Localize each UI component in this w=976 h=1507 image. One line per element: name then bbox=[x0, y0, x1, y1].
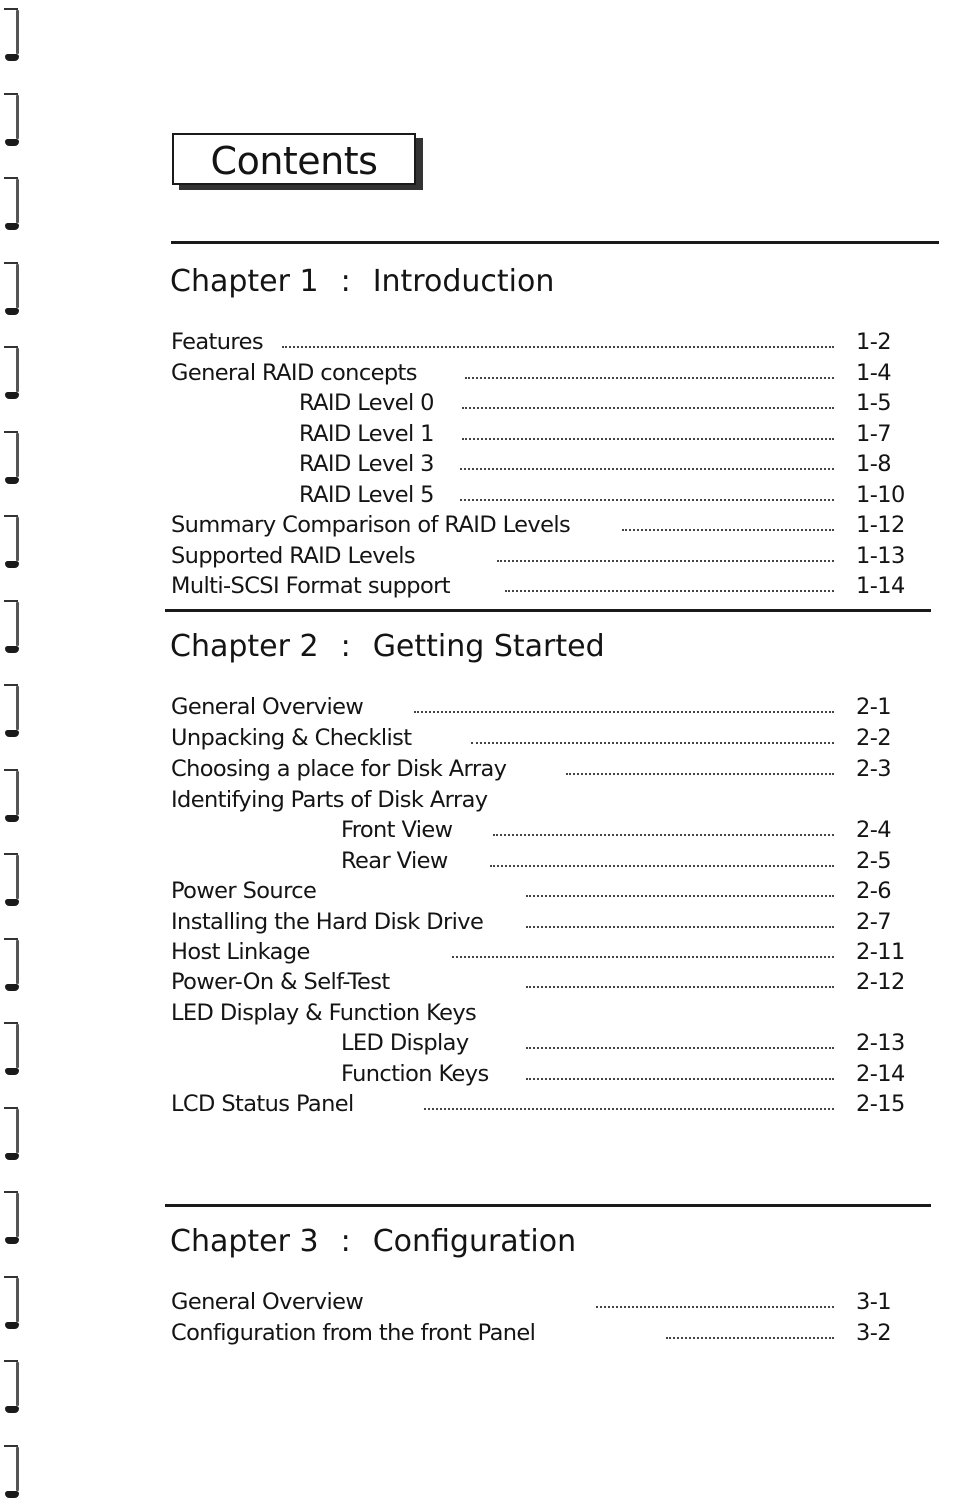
toc-entry-label: Function Keys bbox=[341, 1061, 489, 1087]
dot-leader bbox=[526, 1078, 834, 1080]
toc-entry-label: Front View bbox=[341, 817, 453, 843]
toc-entry-page: 2-2 bbox=[856, 725, 891, 751]
toc-entry[interactable] bbox=[0, 358, 976, 388]
toc-entry-page: 2-3 bbox=[856, 756, 891, 782]
dot-leader bbox=[526, 895, 834, 897]
binding-ring bbox=[2, 600, 22, 662]
toc-entry-label: Summary Comparison of RAID Levels bbox=[171, 512, 571, 538]
toc-entry[interactable] bbox=[0, 785, 976, 815]
toc-entry[interactable] bbox=[0, 907, 976, 937]
toc-entry[interactable] bbox=[0, 967, 976, 997]
chapter-title: Getting Started bbox=[372, 629, 605, 664]
dot-leader bbox=[497, 560, 834, 562]
dot-leader bbox=[596, 1306, 834, 1308]
chapter-2-heading bbox=[170, 629, 605, 665]
toc-entry[interactable] bbox=[0, 571, 976, 601]
toc-entry[interactable] bbox=[0, 1028, 976, 1058]
binding-ring bbox=[2, 93, 22, 155]
toc-entry-page: 1-5 bbox=[856, 390, 891, 416]
toc-entry-page: 3-1 bbox=[856, 1289, 891, 1315]
toc-entry-page: 2-12 bbox=[856, 969, 905, 995]
chapter-divider bbox=[171, 241, 939, 244]
toc-entry-label: General Overview bbox=[171, 694, 364, 720]
dot-leader bbox=[452, 956, 834, 958]
chapter-colon: : bbox=[340, 264, 351, 299]
toc-entry-label: Installing the Hard Disk Drive bbox=[171, 909, 484, 935]
chapter-1-heading bbox=[170, 264, 554, 300]
toc-entry[interactable] bbox=[0, 541, 976, 571]
toc-entry-label: LED Display bbox=[341, 1030, 469, 1056]
chapter-3-heading bbox=[170, 1224, 576, 1260]
dot-leader bbox=[460, 468, 834, 470]
toc-entry-label: Identifying Parts of Disk Array bbox=[171, 787, 488, 813]
dot-leader bbox=[471, 742, 834, 744]
chapter-label: Chapter 3 bbox=[170, 1224, 319, 1259]
toc-entry-page: 2-6 bbox=[856, 878, 891, 904]
toc-entry[interactable] bbox=[0, 1059, 976, 1089]
dot-leader bbox=[666, 1337, 834, 1339]
dot-leader bbox=[526, 926, 834, 928]
toc-entry[interactable] bbox=[0, 1318, 976, 1348]
toc-entry-label: Choosing a place for Disk Array bbox=[171, 756, 507, 782]
toc-entry[interactable] bbox=[0, 1089, 976, 1119]
dot-leader bbox=[282, 346, 834, 348]
toc-entry-label: Power-On & Self-Test bbox=[171, 969, 390, 995]
toc-entry-label: General Overview bbox=[171, 1289, 364, 1315]
toc-entry[interactable] bbox=[0, 510, 976, 540]
toc-entry[interactable] bbox=[0, 1287, 976, 1317]
toc-entry-page: 1-4 bbox=[856, 360, 891, 386]
dot-leader bbox=[465, 377, 834, 379]
chapter-colon: : bbox=[340, 629, 351, 664]
toc-entry-page: 2-15 bbox=[856, 1091, 905, 1117]
binding-ring bbox=[2, 1445, 22, 1507]
toc-entry-label: Multi-SCSI Format support bbox=[171, 573, 451, 599]
toc-entry[interactable] bbox=[0, 815, 976, 845]
toc-entry-page: 2-5 bbox=[856, 848, 891, 874]
dot-leader bbox=[622, 529, 834, 531]
binding-ring bbox=[2, 1191, 22, 1253]
dot-leader bbox=[462, 438, 834, 440]
toc-entry-label: RAID Level 0 bbox=[299, 390, 434, 416]
dot-leader bbox=[505, 590, 834, 592]
toc-entry-page: 1-14 bbox=[856, 573, 905, 599]
toc-entry[interactable] bbox=[0, 998, 976, 1028]
dot-leader bbox=[462, 407, 834, 409]
dot-leader bbox=[460, 499, 834, 501]
dot-leader bbox=[414, 711, 834, 713]
dot-leader bbox=[526, 1047, 834, 1049]
toc-entry-label: Power Source bbox=[171, 878, 317, 904]
toc-entry[interactable] bbox=[0, 723, 976, 753]
toc-entry-page: 2-7 bbox=[856, 909, 891, 935]
dot-leader bbox=[424, 1108, 834, 1110]
toc-entry-page: 2-14 bbox=[856, 1061, 905, 1087]
chapter-label: Chapter 1 bbox=[170, 264, 319, 299]
toc-entry[interactable] bbox=[0, 327, 976, 357]
toc-entry-page: 3-2 bbox=[856, 1320, 891, 1346]
toc-entry-page: 1-8 bbox=[856, 451, 891, 477]
chapter-title: Introduction bbox=[372, 264, 555, 299]
toc-entry-label: Configuration from the front Panel bbox=[171, 1320, 536, 1346]
dot-leader bbox=[493, 834, 834, 836]
toc-entry-page: 2-13 bbox=[856, 1030, 905, 1056]
toc-entry-page: 1-2 bbox=[856, 329, 891, 355]
toc-entry[interactable] bbox=[0, 754, 976, 784]
toc-entry-label: LCD Status Panel bbox=[171, 1091, 354, 1117]
toc-entry-page: 2-11 bbox=[856, 939, 905, 965]
toc-entry[interactable] bbox=[0, 692, 976, 722]
chapter-divider bbox=[165, 609, 931, 612]
toc-entry-page: 2-1 bbox=[856, 694, 891, 720]
chapter-label: Chapter 2 bbox=[170, 629, 319, 664]
toc-entry-label: Unpacking & Checklist bbox=[171, 725, 412, 751]
toc-entry-page: 2-4 bbox=[856, 817, 891, 843]
binding-ring bbox=[2, 262, 22, 324]
chapter-colon: : bbox=[340, 1224, 351, 1259]
toc-entry[interactable] bbox=[0, 388, 976, 418]
page-title: Contents bbox=[210, 139, 378, 183]
toc-entry-label: RAID Level 3 bbox=[299, 451, 434, 477]
chapter-title: Configuration bbox=[372, 1224, 577, 1259]
chapter-divider bbox=[165, 1204, 931, 1207]
dot-leader bbox=[566, 773, 834, 775]
toc-entry-label: RAID Level 5 bbox=[299, 482, 434, 508]
binding-ring bbox=[2, 1360, 22, 1422]
dot-leader bbox=[490, 865, 834, 867]
toc-entry-label: Rear View bbox=[341, 848, 448, 874]
contents-title-box bbox=[172, 133, 416, 185]
toc-entry-label: General RAID concepts bbox=[171, 360, 417, 386]
toc-entry-page: 1-13 bbox=[856, 543, 905, 569]
toc-entry-label: LED Display & Function Keys bbox=[171, 1000, 477, 1026]
binding-ring bbox=[2, 177, 22, 239]
toc-entry[interactable] bbox=[0, 846, 976, 876]
toc-entry[interactable] bbox=[0, 480, 976, 510]
toc-entry-label: RAID Level 1 bbox=[299, 421, 434, 447]
toc-entry[interactable] bbox=[0, 449, 976, 479]
binding-ring bbox=[2, 8, 22, 70]
dot-leader bbox=[526, 986, 834, 988]
toc-entry[interactable] bbox=[0, 876, 976, 906]
toc-entry-page: 1-10 bbox=[856, 482, 905, 508]
toc-entry-label: Features bbox=[171, 329, 263, 355]
toc-entry[interactable] bbox=[0, 419, 976, 449]
toc-entry-page: 1-12 bbox=[856, 512, 905, 538]
toc-entry-label: Supported RAID Levels bbox=[171, 543, 415, 569]
toc-entry[interactable] bbox=[0, 937, 976, 967]
toc-entry-page: 1-7 bbox=[856, 421, 891, 447]
toc-entry-label: Host Linkage bbox=[171, 939, 310, 965]
